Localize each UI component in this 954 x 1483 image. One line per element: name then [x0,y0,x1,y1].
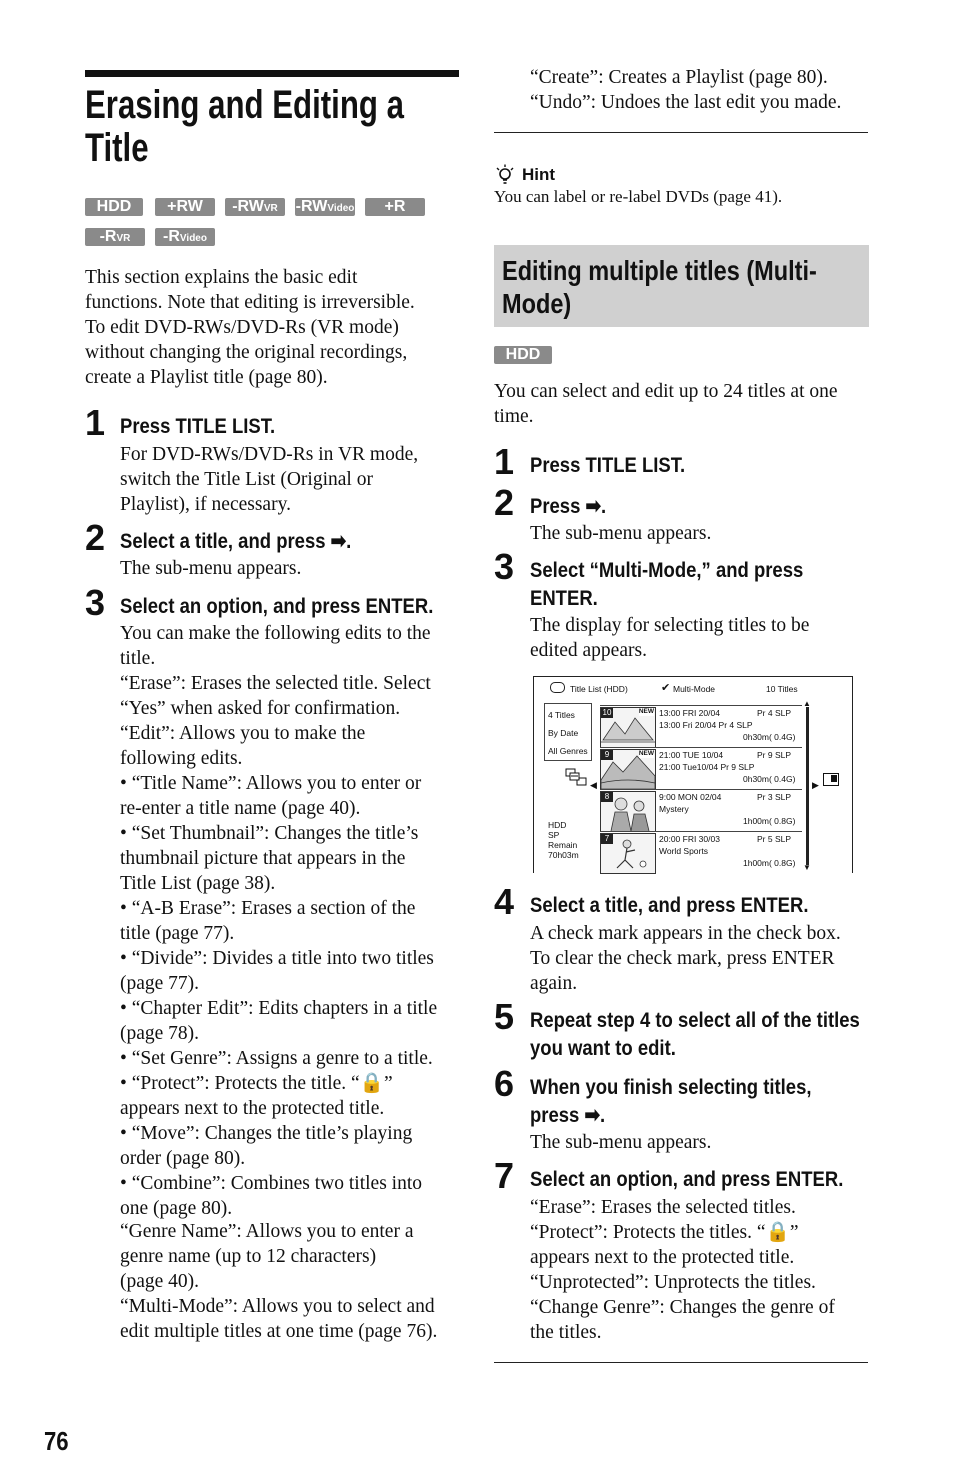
section-title: Editing multiple titles (Multi- Mode) [502,255,817,319]
step-heading: Repeat step 4 to select all of the titles you want to edit. [530,1008,860,1060]
step-heading: Select an option, and press ENTER. [120,594,434,618]
list-item: • “A-B Erase”: Erases a section of the title (page 77). [120,898,416,944]
left-tail-text: “Genre Name”: Allows you to enter a genre name (up to 12 characters) (page 40). “Multi-Mode”: Allows you to select and edit multiple titles at one time (page 76). [120,1221,438,1342]
arrow-right-icon: ▶ [812,780,819,790]
step-body: The sub-menu appears. [530,1132,712,1153]
disc-icon [550,682,565,693]
step-number: 7 [494,1155,515,1196]
step-body: The sub-menu appears. [120,558,302,579]
badge-minus-r-video: -RVideo [155,228,215,246]
divider [494,132,868,133]
list-item: • “Chapter Edit”: Edits chapters in a title (page 78). [120,998,438,1044]
step-body: A check mark appears in the check box. To clear the check mark, press ENTER again. [530,923,841,994]
multi-select-icon [565,768,587,786]
hint-text: You can label or re-label DVDs (page 41). [494,187,783,206]
hint-icon [495,164,515,186]
screen-title-count: 10 Titles [766,684,798,694]
list-item: • “Combine”: Combines two titles into one (page 80). [120,1173,423,1219]
title-list-screen [533,676,853,873]
title-rule [85,70,459,77]
thumbnail: 8 [600,791,656,832]
step-number: 2 [85,517,106,558]
edit-options-list [120,771,437,1221]
thumbnail: 7 [600,833,656,874]
list-item: • “Title Name”: Allows you to enter or re-enter a title name (page 40). [120,773,422,819]
step-heading: Select an option, and press ENTER. [530,1167,844,1191]
step-heading: Select “Multi-Mode,” and press ENTER. [530,558,804,610]
page-number: 76 [44,1426,69,1456]
table-row[interactable]: 9 NEW 21:00 TUE 10/04 Pr 9 SLP 21:00 Tue10/04 Pr 9 SLP 0h30m( 0.4G) [600,747,802,789]
step-number: 3 [494,546,515,587]
screen-list-label: Title List (HDD) [570,684,628,694]
side-item[interactable]: All Genres [548,746,588,756]
badge-minus-r-vr: -RVR [85,228,145,246]
step-body: You can make the following edits to the title. “Erase”: Erases the selected title. Select “Yes” when asked for confirmation. “Edit”: Allows you to make the following edits. [120,623,431,769]
scroll-down-icon[interactable]: ▼ [803,863,811,872]
step-number: 5 [494,996,515,1037]
section-intro: You can select and edit up to 24 titles at one time. [494,381,838,427]
badge-minus-rw-vr: -RWVR [225,198,285,216]
arrow-left-icon: ◀ [590,780,597,790]
hint-label: Hint [522,165,556,184]
thumbnail: 10 NEW [600,707,656,748]
step-number: 6 [494,1063,515,1104]
list-item: • “Set Thumbnail”: Changes the title’s thumbnail picture that appears in the Title List (page 38). [120,823,419,894]
list-item: • “Set Genre”: Assigns a genre to a title. [120,1048,433,1069]
step-number: 4 [494,881,515,922]
step-heading: Press TITLE LIST. [530,453,686,477]
step-number: 1 [85,402,106,443]
list-item: • “Move”: Changes the title’s playing order (page 80). [120,1123,413,1169]
step-body: For DVD-RWs/DVD-Rs in VR mode, switch the Title List (Original or Playlist), if necessary. [120,444,419,515]
submenu-icon [823,773,839,786]
badge-minus-rw-video: -RWVideo [295,198,355,215]
thumbnail: 9 NEW [600,749,656,790]
step-number: 3 [85,582,106,623]
table-row[interactable]: 8 9:00 MON 02/04 Pr 3 SLP Mystery 1h00m( 0.8G) [600,789,802,831]
intro-text: This section explains the basic edit functions. Note that editing is irreversible. To edit DVD-RWs/DVD-Rs (VR mode) without changing the original recordings, create a Playlist title (page 80). [85,267,415,388]
screen-status: HDD SP Remain 70h03m [548,820,579,860]
step-heading: Press TITLE LIST. [120,414,276,438]
badge-plus-r: +R [365,198,425,216]
checkmark-icon: ✔ [661,682,671,694]
continued-options: “Create”: Creates a Playlist (page 80). “Undo”: Undoes the last edit you made. [530,67,842,113]
step-heading: Press ➡. [530,494,607,518]
table-row[interactable]: 7 20:00 FRI 30/03 Pr 5 SLP World Sports 1h00m( 0.8G) [600,831,802,873]
step-number: 2 [494,482,515,523]
step-heading: Select a title, and press ➡. [120,529,352,553]
table-row[interactable]: 10 NEW 13:00 FRI 20/04 Pr 4 SLP 13:00 Fri 20/04 Pr 4 SLP 0h30m( 0.4G) [600,705,802,747]
section-badge-hdd: HDD [494,346,552,364]
side-item[interactable]: By Date [548,728,579,738]
badge-plus-rw: +RW [155,198,215,216]
step-heading: When you finish selecting titles, press ➡. [530,1075,812,1127]
step-body: The display for selecting titles to be edited appears. [530,615,810,661]
step-body: “Erase”: Erases the selected titles. “Protect”: Protects the titles. “🔒” appears next to the protected title. “Unprotected”: Unprotects the titles. “Change Genre”: Changes the genre of the titles. [530,1197,835,1343]
list-item: • “Protect”: Protects the title. “🔒” appears next to the protected title. [120,1073,393,1119]
side-item[interactable]: 4 Titles [548,710,575,720]
step-number: 1 [494,441,515,482]
step-body: The sub-menu appears. [530,523,712,544]
divider [494,1362,868,1363]
step-heading: Select a title, and press ENTER. [530,893,809,917]
scrollbar[interactable] [806,707,809,865]
page-title: Erasing and Editing a Title [85,83,404,170]
scroll-up-icon[interactable]: ▲ [803,699,811,708]
badge-hdd: HDD [85,198,143,216]
screen-mode-label: Multi-Mode [673,684,716,694]
list-item: • “Divide”: Divides a title into two titles (page 77). [120,948,434,994]
